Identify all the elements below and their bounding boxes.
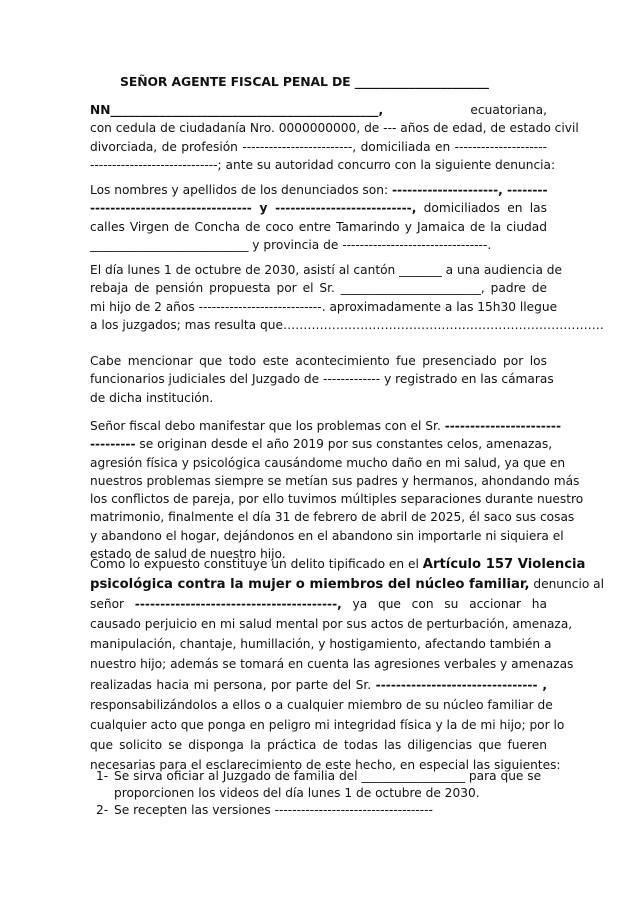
text-line: [90, 199, 547, 217]
text-line: [90, 472, 580, 490]
text-line: [90, 236, 547, 254]
text: nuestro hijo; además se tomará en cuenta las agresiones verbales y amenazas: [90, 657, 574, 672]
text: causado perjuicio en mi salud mental por sus actos de perturbación, amenaza,: [90, 617, 573, 632]
text-line: [90, 352, 547, 370]
request-text: Se sirva oficiar al Juzgado de familia del _________________ para que se: [114, 769, 542, 783]
text-line: [90, 156, 556, 174]
text-line: [90, 490, 584, 508]
incident-paragraph: [90, 261, 604, 334]
text: se originan desde el año 2019 por sus constantes celos, amenazas,: [135, 437, 553, 452]
text: necesarias para el esclarecimiento de este hecho, en especial las siguientes:: [90, 757, 561, 772]
witnesses-paragraph: [90, 352, 554, 407]
background-paragraph: [90, 417, 584, 563]
request-text: proporcionen los videos del día lunes 1 de octubre de 2030.: [114, 786, 480, 800]
text: cualquier acto que ponga en peligro mi integridad física y la de mi hijo; por lo: [90, 717, 565, 732]
text: divorciada, de profesión -------------------------, domiciliada en ---------------------: [90, 139, 547, 154]
text-line: [90, 574, 605, 594]
text: funcionarios judiciales del Juzgado de ------------- y registrado en las cámaras: [90, 372, 554, 387]
request-item: [90, 768, 550, 802]
bold-text: -------------------------------- y ---------------------------,: [90, 201, 417, 216]
request-number: 1-: [96, 769, 109, 783]
text: Como lo expuesto constituye un delito tipificado en el: [90, 557, 423, 571]
text-line: [90, 735, 547, 755]
text: calles Virgen de Concha de coco entre Tamarindo y Jamaica de la ciudad: [90, 219, 547, 234]
text-line: [90, 508, 575, 526]
defendants-paragraph: [90, 181, 547, 254]
text: mi hijo de 2 años ----------------------------. aproximadamente a las 15h30 llegue: [90, 299, 558, 314]
text-line: [90, 279, 547, 297]
complainant-paragraph: [90, 101, 579, 174]
text: nuestros problemas siempre se metían sus padres y hermanos, ahondando más: [90, 473, 580, 488]
text: los conflictos de pareja, por ello tuvimos múltiples separaciones durante nuestro: [90, 492, 584, 507]
legal-basis-paragraph: [90, 554, 605, 775]
request-number: 2-: [96, 803, 109, 817]
text-line: [90, 614, 573, 634]
text-line: [90, 695, 553, 715]
bold-text: ---------------------, --------: [391, 183, 548, 197]
text-line: [90, 594, 547, 614]
text-line: [90, 298, 558, 316]
text: rebaja de pensión propuesta por el Sr. _______________________, padre de: [90, 281, 547, 296]
text-line: [90, 138, 547, 156]
text: ecuatoriana,: [383, 103, 547, 117]
requests-list: [90, 768, 550, 819]
text: estado de salud de nuestro hijo.: [90, 547, 286, 562]
text-line: [90, 654, 574, 674]
bold-text: psicológica contra la mujer o miembros del núcleo familiar,: [90, 577, 530, 593]
text: y abandono el hogar, dejándonos en el abandono sin importarle ni siquiera el: [90, 528, 564, 543]
bold-text: Artículo 157 Violencia: [422, 557, 586, 572]
text: __________________________ y provincia de ---------------------------------.: [90, 237, 492, 252]
text: Los nombres y apellidos de los denunciados son:: [90, 183, 392, 197]
request-text: Se recepten las versiones ------------------------------------: [114, 803, 433, 817]
text-line: [90, 634, 552, 654]
bold-text: NN____________________________________________,: [90, 103, 384, 117]
text: matrimonio, finalmente el día 31 de febrero de abril de 2025, él saco sus cosas: [90, 510, 575, 525]
text: de dicha institución.: [90, 390, 214, 405]
text-line: [90, 417, 562, 435]
text: El día lunes 1 de octubre de 2030, asistí al cantón _______ a una audiencia de: [90, 263, 563, 277]
bold-text: -------------------------------- ,: [375, 677, 547, 692]
text: denuncio al: [529, 577, 605, 592]
text-line: [90, 181, 547, 199]
bold-text: ---------: [90, 437, 136, 452]
bold-text: -----------------------: [444, 419, 562, 433]
text: con cedula de ciudadanía Nro. 0000000000, de --- años de edad, de estado civil: [90, 121, 579, 136]
text-line: [90, 715, 565, 735]
document-title: SEÑOR AGENTE FISCAL PENAL DE ______________________: [120, 74, 489, 89]
text-line: [90, 454, 566, 472]
text: manipulación, chantaje, humillación, y hostigamiento, afectando también a: [90, 637, 552, 652]
text-line: [90, 101, 547, 119]
text-line: [90, 218, 547, 236]
text: responsabilizándolos a ellos o a cualquier miembro de su núcleo familiar de: [90, 697, 553, 712]
text: domiciliados en las: [416, 201, 548, 216]
text: ya que con su accionar ha: [341, 597, 547, 612]
request-item: [90, 802, 550, 819]
text: Cabe mencionar que todo este acontecimiento fue presenciado por los: [90, 354, 547, 368]
text: señor: [90, 597, 135, 612]
text: Señor fiscal debo manifestar que los problemas con el Sr.: [90, 419, 445, 433]
text: -----------------------------; ante su autoridad concurro con la siguiente denuncia:: [90, 157, 556, 172]
bold-text: ----------------------------------------,: [134, 597, 342, 612]
text: agresión física y psicológica causándome mucho daño en mi salud, ya que en: [90, 455, 566, 470]
text: realizadas hacia mi persona, por parte del Sr.: [90, 677, 376, 692]
text-line: [90, 554, 586, 574]
text-line: [90, 261, 563, 279]
text-line: [90, 389, 547, 407]
text: a los juzgados; mas resulta que…………………………………………………………………….: [90, 317, 604, 332]
text: que solicito se disponga la práctica de todas las diligencias que fueren: [90, 737, 547, 752]
text-line: [90, 119, 579, 137]
text-line: [90, 675, 547, 695]
text-line: [90, 370, 554, 388]
text-line: [90, 435, 553, 453]
text-line: [90, 316, 604, 334]
text-line: [90, 527, 564, 545]
